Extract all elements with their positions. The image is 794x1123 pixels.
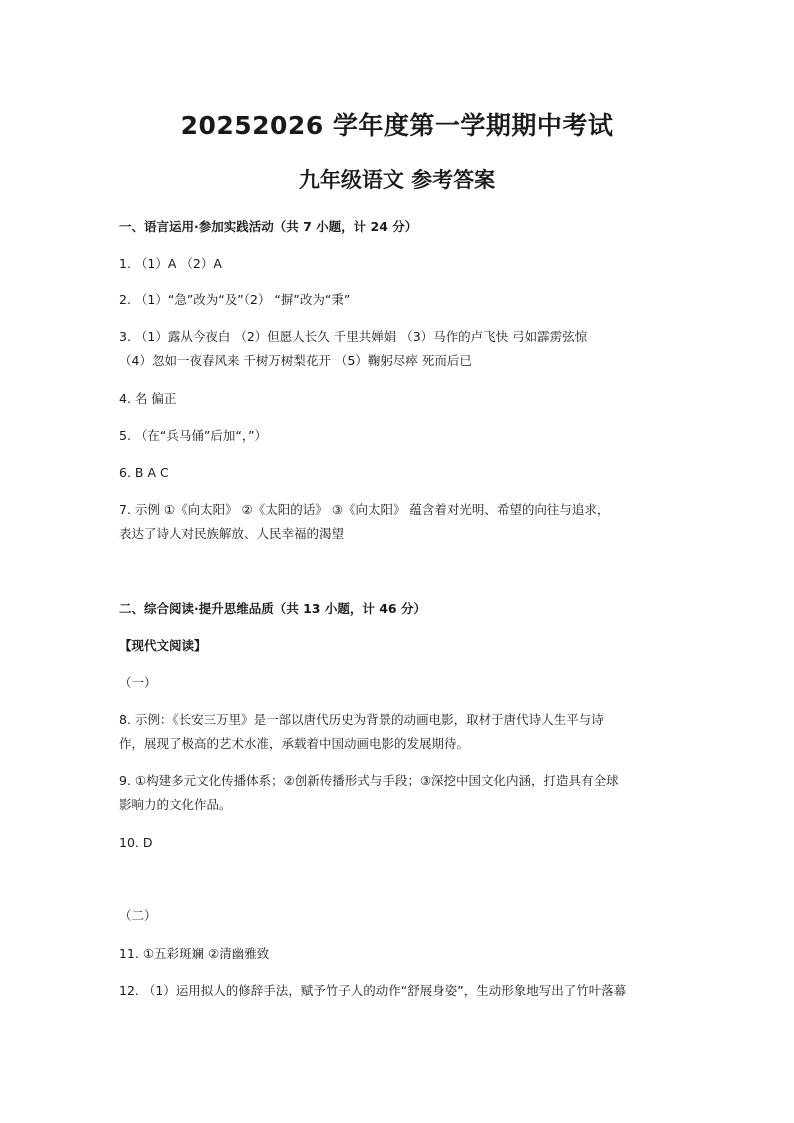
- answer-q6: 6. B A C: [119, 465, 169, 480]
- exam-title: 20252026 学年度第一学期期中考试: [180, 111, 614, 140]
- modern-reading-heading: 【现代文阅读】: [119, 638, 207, 653]
- section1-heading: 一、语言运用·参加实践活动（共 7 小题，计 24 分）: [119, 219, 418, 234]
- answer-q10: 10. D: [119, 835, 153, 850]
- part-one-label: （一）: [119, 675, 157, 690]
- exam-subtitle: 九年级语文 参考答案: [298, 168, 496, 192]
- answer-q8-line2: 作，展现了极高的艺术水准，承载着中国动画电影的发展期待。: [119, 736, 470, 751]
- answer-q7-line2: 表达了诗人对民族解放、人民幸福的渴望: [119, 526, 345, 541]
- answer-q7-line1: 7. 示例 ①《向太阳》 ②《太阳的话》 ③《向太阳》 蕴含着对光明、希望的向往与追求，: [119, 502, 610, 517]
- answer-q9-line1: 9. ①构建多元文化传播体系；②创新传播形式与手段；③深挖中国文化内涵，打造具有全球: [119, 773, 619, 788]
- part-two-label: （二）: [119, 908, 157, 923]
- answer-q3-line2: （4）忽如一夜春风来 千树万树梨花开 （5）鞠躬尽瘁 死而后已: [119, 353, 472, 368]
- section2-heading: 二、综合阅读·提升思维品质（共 13 小题，计 46 分）: [119, 601, 426, 616]
- answer-q12-line1: 12. （1）运用拟人的修辞手法，赋予竹子人的动作“舒展身姿”，生动形象地写出了竹叶落幕: [119, 983, 627, 998]
- answer-q4: 4. 名 偏正: [119, 391, 177, 406]
- answer-q5: 5. （在“兵马俑”后加“，”）: [119, 428, 268, 443]
- answer-q3-line1: 3. （1）露从今夜白 （2）但愿人长久 千里共婵娟 （3）马作的卢飞快 弓如霹雳弦惊: [119, 329, 588, 344]
- answer-q2: 2. （1）“急”改为“及”（2） “摒”改为“秉”: [119, 292, 351, 307]
- answer-q1: 1. （1）A （2）A: [119, 256, 222, 271]
- answer-q9-line2: 影响力的文化作品。: [119, 797, 232, 812]
- answer-q8-line1: 8. 示例：《长安三万里》是一部以唐代历史为背景的动画电影，取材于唐代诗人生平与诗: [119, 712, 604, 727]
- answer-q11: 11. ①五彩斑斓 ②清幽雅致: [119, 946, 270, 961]
